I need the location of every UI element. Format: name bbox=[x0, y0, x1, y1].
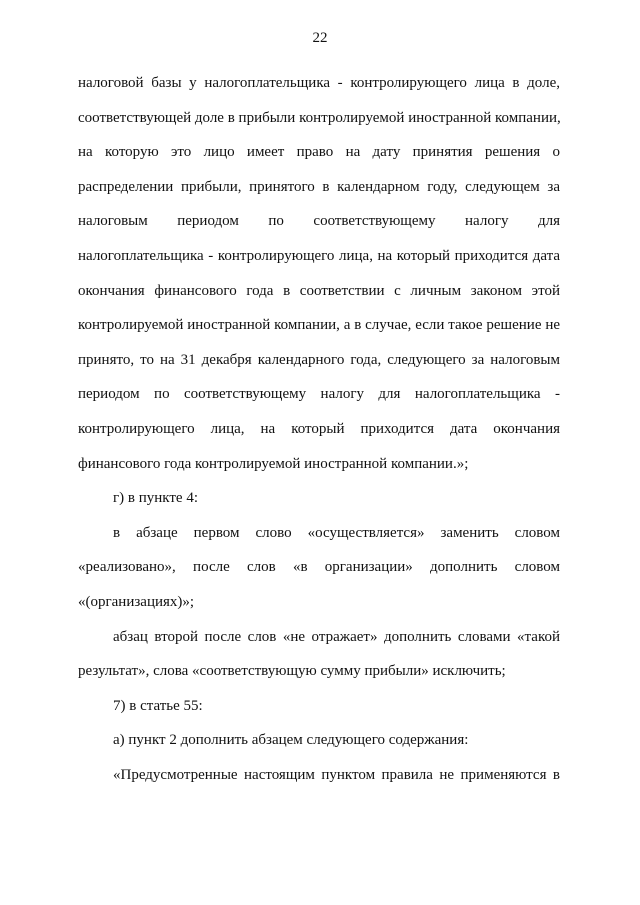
text-line: «(организациях)»; bbox=[78, 593, 195, 610]
text-line: «реализовано», после слов «в организации» дополнить словом bbox=[78, 559, 560, 576]
page-number: 22 bbox=[312, 30, 328, 46]
text-line: контролируемой иностранной компании, а в случае, если такое решение не bbox=[78, 317, 560, 334]
text-line: на которую это лицо имеет право на дату принятия решения о bbox=[78, 144, 560, 161]
text-line: финансового года контролируемой иностранной компании.»; bbox=[78, 455, 469, 472]
text-line: абзац второй после слов «не отражает» дополнить словами «такой bbox=[113, 628, 560, 645]
text-line: периодом по соответствующему налогу для налогоплательщика - bbox=[78, 386, 560, 403]
text-line: контролирующего лица, на который приходится дата окончания bbox=[78, 420, 560, 437]
text-line: налогоплательщика - контролирующего лица, на который приходится дата bbox=[78, 247, 560, 264]
text-line: результат», слова «соответствующую сумму прибыли» исключить; bbox=[78, 663, 506, 680]
text-line: распределении прибыли, принятого в календарном году, следующем за bbox=[78, 178, 560, 195]
text-line: окончания финансового года в соответствии с личным законом этой bbox=[78, 282, 560, 299]
text-line: 7) в статье 55: bbox=[113, 697, 203, 714]
text-line: принято, то на 31 декабря календарного года, следующего за налоговым bbox=[78, 351, 560, 368]
text-line: г) в пункте 4: bbox=[113, 490, 199, 507]
text-line: «Предусмотренные настоящим пунктом правила не применяются в bbox=[113, 766, 560, 783]
text-line: а) пункт 2 дополнить абзацем следующего содержания: bbox=[113, 732, 469, 749]
text-line: соответствующей доле в прибыли контролируемой иностранной компании, bbox=[78, 109, 561, 126]
text-line: налоговой базы у налогоплательщика - контролирующего лица в доле, bbox=[78, 75, 560, 91]
text-line: налоговым периодом по соответствующему налогу для bbox=[78, 213, 560, 230]
document-body bbox=[78, 66, 560, 792]
text-line: в абзаце первом слово «осуществляется» заменить словом bbox=[113, 524, 560, 541]
